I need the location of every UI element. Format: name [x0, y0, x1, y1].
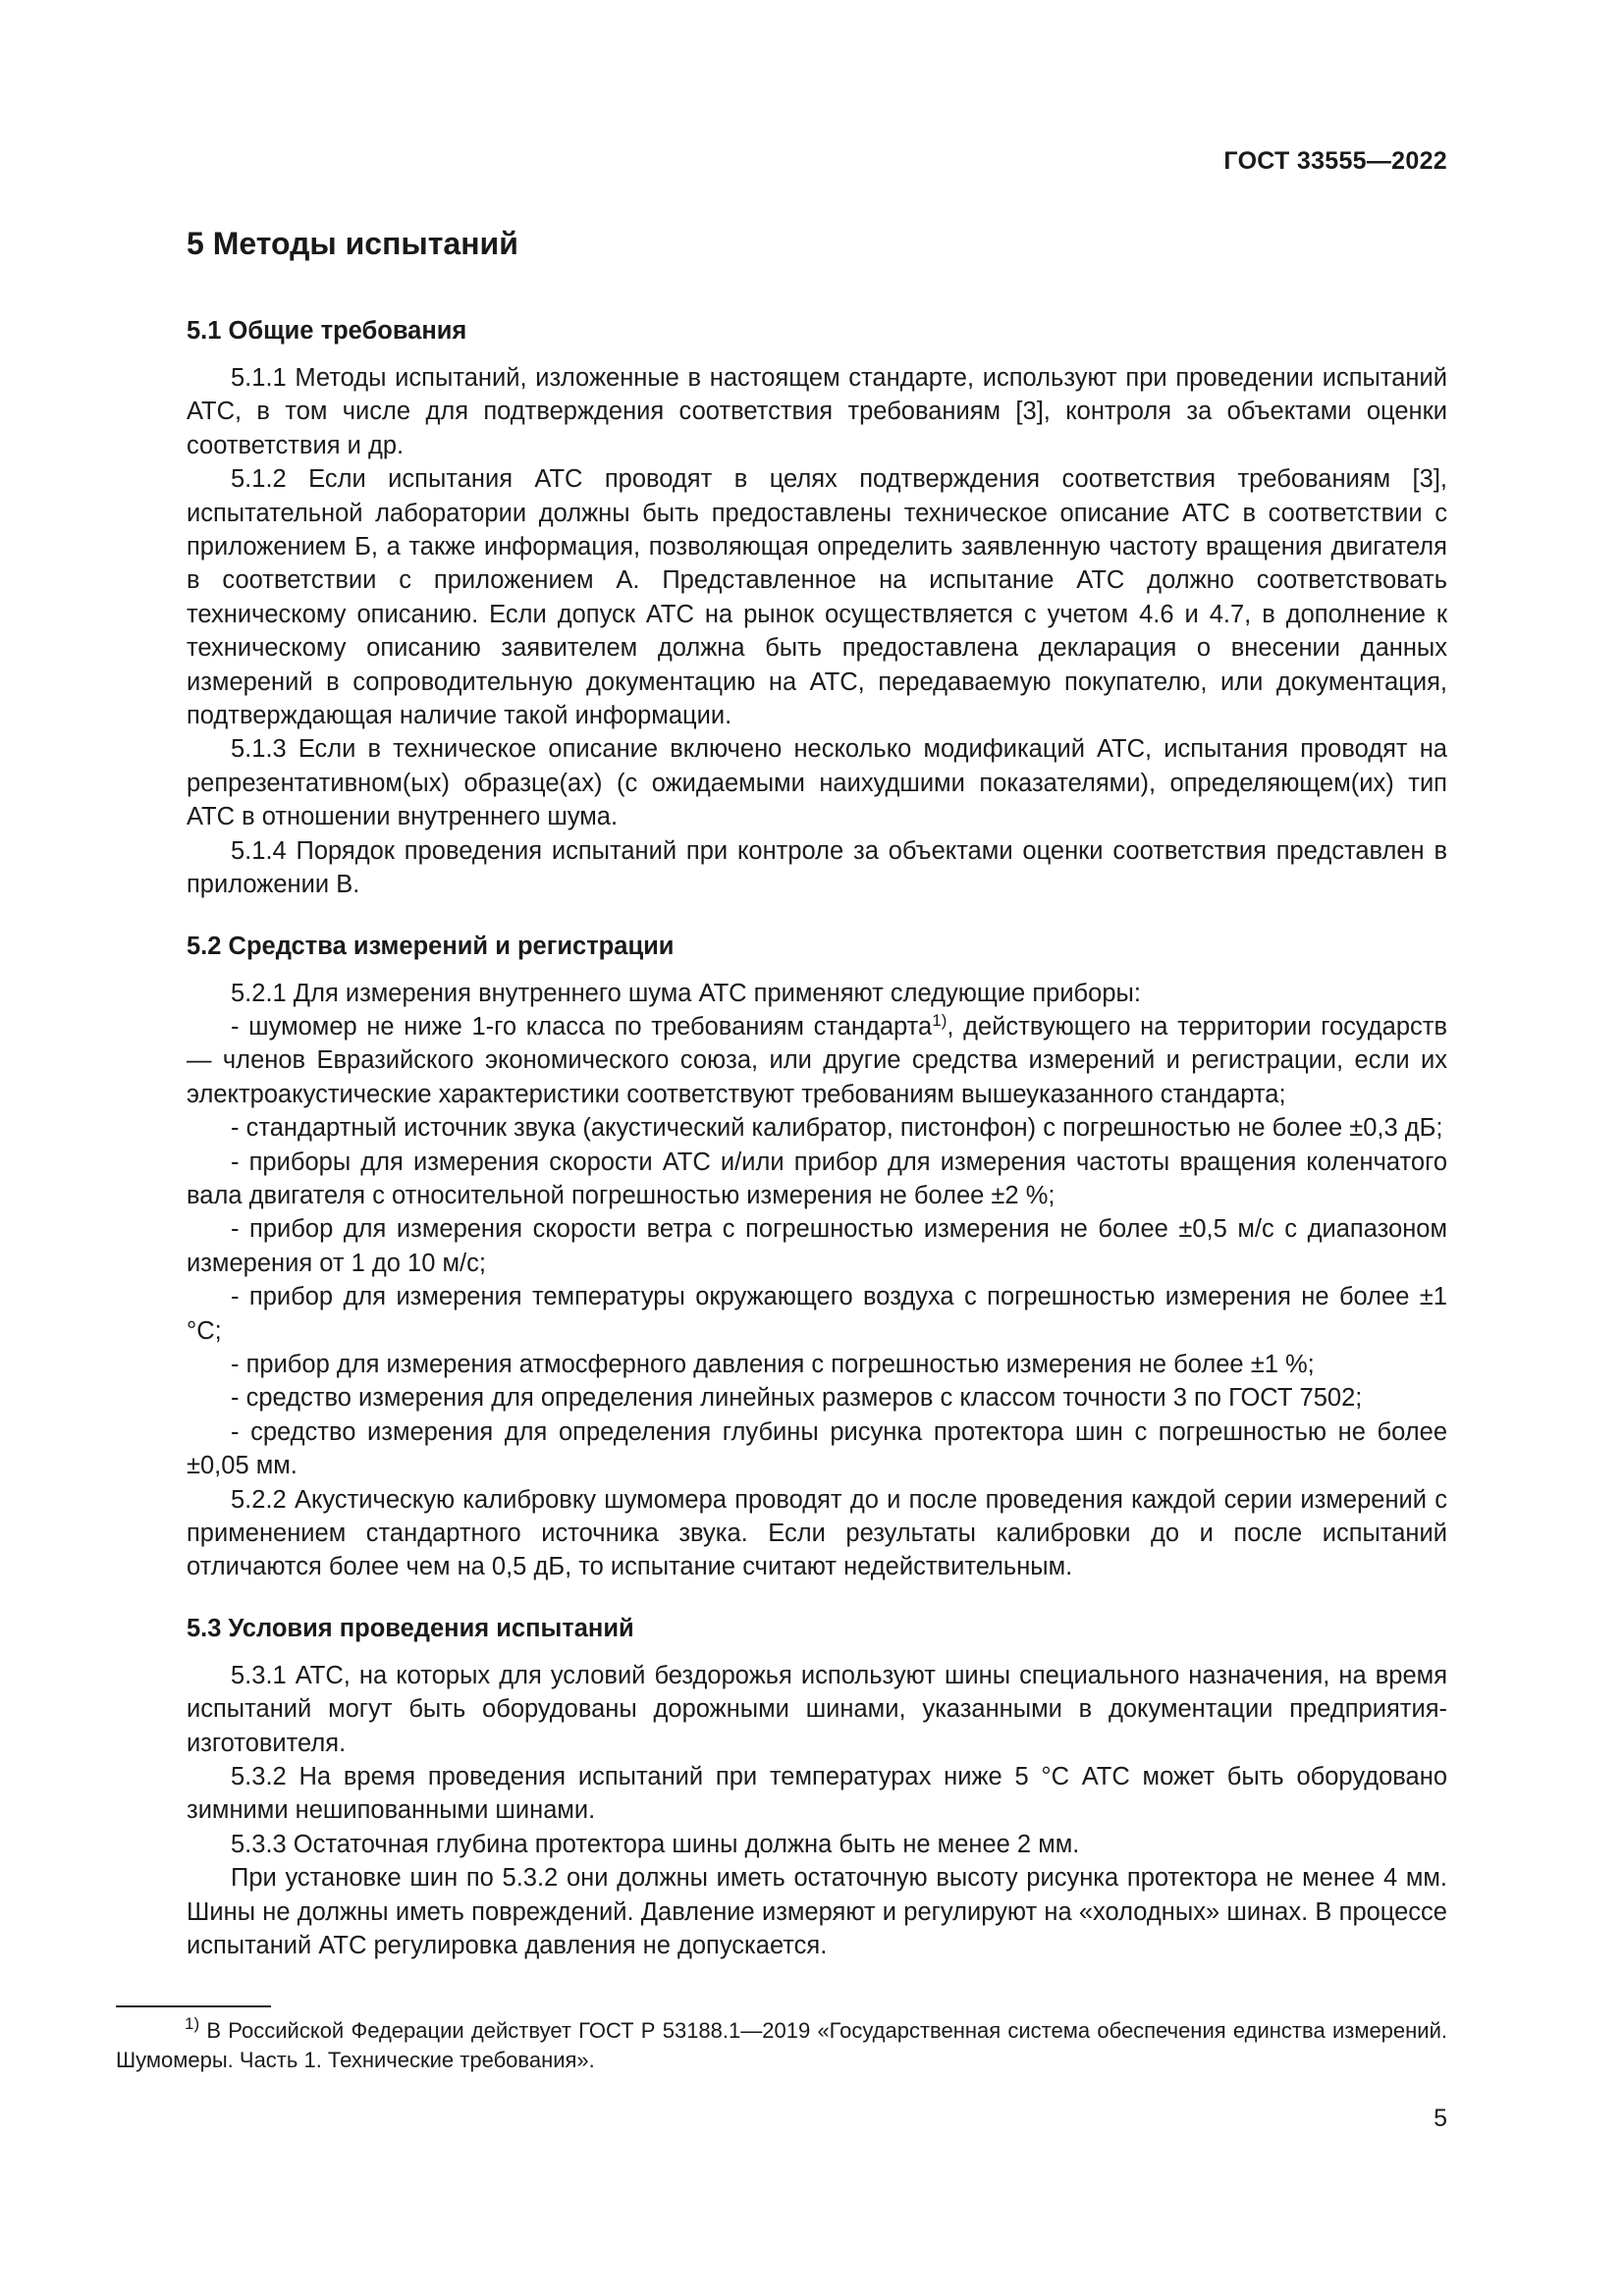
page-number: 5	[1434, 2105, 1447, 2132]
footnote-divider	[116, 2005, 271, 2007]
paragraph-5-3-3-cont: При установке шин по 5.3.2 они должны иметь остаточную высоту рисунка протектора не менее 4 мм. Шины не должны иметь повреждений. Давление измеряют и регулируют на «холодных» шинах. В процессе испытаний АТС регулировка давления не допускается.	[187, 1864, 1447, 1960]
footnote	[116, 2016, 1447, 2075]
paragraph-5-3-3: 5.3.3 Остаточная глубина протектора шины должна быть не менее 2 мм.	[231, 1830, 1080, 1858]
paragraph-5-2-1: 5.2.1 Для измерения внутреннего шума АТС применяют следующие приборы:	[231, 979, 1141, 1007]
footnote-text: В Российской Федерации действует ГОСТ Р 53188.1—2019 «Государственная система обеспечения единства измерений. Шумомеры. Часть 1. Технические требования».	[116, 2018, 1447, 2072]
paragraph-5-1-4: 5.1.4 Порядок проведения испытаний при контроле за объектами оценки соответствия представлен в приложении В.	[187, 836, 1447, 899]
paragraph-5-1-2: 5.1.2 Если испытания АТС проводят в целях подтверждения соответствия требованиям [3], испытательной лаборатории должны быть предоставлены техническое описание АТС в соответствии с приложением Б, а также информация, позволяющая определить заявленную частоту вращения двигателя в соответствии с приложением А. Представленное на испытание АТС должно соответствовать техническому описанию. Если допуск АТС на рынок осуществляется с учетом 4.6 и 4.7, в дополнение к техническому описанию заявителем должна быть предоставлена декларация о внесении данных измерений в сопроводительную документацию на АТС, передаваемую покупателю, или документация, подтверждающая наличие такой информации.	[187, 465, 1447, 730]
paragraph-5-1-1: 5.1.1 Методы испытаний, изложенные в настоящем стандарте, используют при проведении испытаний АТС, в том числе для подтверждения соответствия требованиям [3], контроля за объектами оценки соответствия и др.	[187, 364, 1447, 459]
list-item-speed-meter: - приборы для измерения скорости АТС и/или прибор для измерения частоты вращения коленчатого вала двигателя с относительной погрешностью измерения не более ±2 %;	[187, 1148, 1447, 1209]
subsection-5-1-title: 5.1 Общие требования	[187, 317, 467, 345]
list-item-wind-meter: - прибор для измерения скорости ветра с погрешностью измерения не более ±0,5 м/с с диапазоном измерения от 1 до 10 м/с;	[187, 1215, 1447, 1277]
paragraph-5-3-2: 5.3.2 На время проведения испытаний при температурах ниже 5 °С АТС может быть оборудовано зимними нешипованными шинами.	[187, 1763, 1447, 1825]
footnote-ref[interactable]: 1)	[932, 1010, 947, 1030]
list-item-sound-source: - стандартный источник звука (акустический калибратор, пистонфон) с погрешностью не более ±0,3 дБ;	[231, 1114, 1443, 1143]
list-item-thermometer: - прибор для измерения температуры окружающего воздуха с погрешностью измерения не более ±1 °С;	[187, 1283, 1447, 1345]
section-title: 5 Методы испытаний	[187, 226, 518, 261]
list-item-linear-gauge: - средство измерения для определения линейных размеров с классом точности 3 по ГОСТ 7502;	[231, 1384, 1363, 1413]
paragraph-5-2-2: 5.2.2 Акустическую калибровку шумомера проводят до и после проведения каждой серии измерений с применением стандартного источника звука. Если результаты калибровки до и после испытаний отличаются более чем на 0,5 дБ, то испытание считают недействительным.	[187, 1485, 1447, 1581]
list-item-barometer: - прибор для измерения атмосферного давления с погрешностью измерения не более ±1 %;	[231, 1350, 1315, 1378]
footnote-mark: 1)	[185, 2014, 200, 2033]
list-item-text: , действующего на территории государств — членов Евразийского экономического союза, или другие средства измерений и регистрации, если их электроакустические характеристики соответствуют требованиям вышеуказанного стандарта;	[187, 1012, 1447, 1108]
main-content	[187, 224, 1447, 1962]
paragraph-5-3-1: 5.3.1 АТС, на которых для условий бездорожья используют шины специального назначения, на время испытаний могут быть оборудованы дорожными шинами, указанными в документации предприятия-изготовителя.	[187, 1661, 1447, 1757]
subsection-5-2-title: 5.2 Средства измерений и регистрации	[187, 932, 675, 960]
list-item-text: - шумомер не ниже 1-го класса по требованиям стандарта	[231, 1012, 933, 1041]
list-item-tread-gauge: - средство измерения для определения глубины рисунка протектора шин с погрешностью не более ±0,05 мм.	[187, 1417, 1447, 1480]
paragraph-5-1-3: 5.1.3 Если в техническое описание включено несколько модификаций АТС, испытания проводят на репрезентативном(ых) образце(ах) (с ожидаемыми наихудшими показателями), определяющем(их) тип АТС в отношении внутреннего шума.	[187, 735, 1447, 831]
list-item-sound-level-meter	[187, 1010, 1447, 1111]
subsection-5-3-title: 5.3 Условия проведения испытаний	[187, 1614, 634, 1642]
document-header-id: ГОСТ 33555—2022	[1223, 147, 1447, 175]
